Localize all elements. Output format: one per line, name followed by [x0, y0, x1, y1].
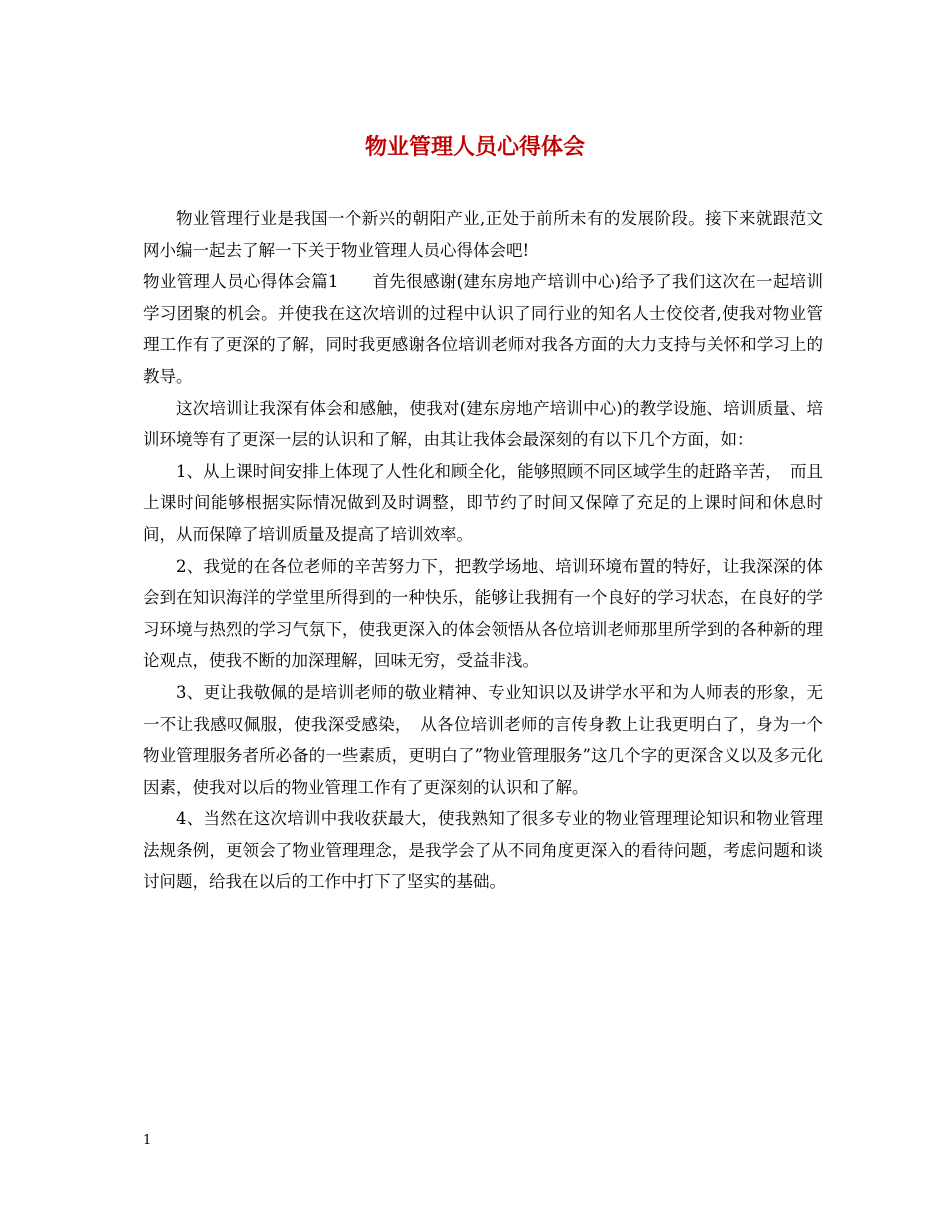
document-title: 物业管理人员心得体会: [364, 134, 585, 160]
document-body: [143, 203, 823, 898]
paragraph-point-2: 2、我觉的在各位老师的辛苦努力下，把教学场地、培训环境布置的特好，让我深深的体会到在知识海洋的学堂里所得到的一种快乐，能够让我拥有一个良好的学习状态，在良好的学习环境与热烈的学习气氛下，使我更深入的体会领悟从各位培训老师那里所学到的各种新的理论观点，使我不断的加深理解，回味无穷，受益非浅。: [143, 556, 823, 671]
paragraph-point-1: 1、从上课时间安排上体现了人性化和顾全化，能够照顾不同区域学生的赶路辛苦， 而且上课时间能够根据实际情况做到及时调整，即节约了时间又保障了充足的上课时间和休息时间，从而保障了培训质量及提高了培训效率。: [143, 461, 823, 544]
paragraph-section-1: 物业管理人员心得体会篇1 首先很感谢(建东房地产培训中心)给予了我们这次在一起培训学习团聚的机会。并使我在这次培训的过程中认识了同行业的知名人士佼佼者,使我对物业管理工作有了更深的了解，同时我更感谢各位培训老师对我各方面的大力支持与关怀和学习上的教导。: [143, 272, 823, 386]
paragraph-point-3: 3、更让我敬佩的是培训老师的敬业精神、专业知识以及讲学水平和为人师表的形象，无一不让我感叹佩服，使我深受感染， 从各位培训老师的言传身教上让我更明白了，身为一个物业管理服务者所必备的一些素质，更明白了”物业管理服务”这几个字的更深含义以及多元化因素，使我对以后的物业管理工作有了更深刻的认识和了解。: [143, 682, 823, 797]
page-number: 1: [143, 1133, 152, 1148]
paragraph-impressions: 这次培训让我深有体会和感触，使我对(建东房地产培训中心)的教学设施、培训质量、培训环境等有了更深一层的认识和了解，由其让我体会最深刻的有以下几个方面，如：: [143, 398, 823, 450]
paragraph-intro: 物业管理行业是我国一个新兴的朝阳产业,正处于前所未有的发展阶段。接下来就跟范文网小编一起去了解一下关于物业管理人员心得体会吧!: [143, 209, 823, 260]
paragraph-point-4: 4、当然在这次培训中我收获最大，使我熟知了很多专业的物业管理理论知识和物业管理法规条例，更领会了物业管理理念，是我学会了从不同角度更深入的看待问题，考虑问题和谈讨问题，给我在以后的工作中打下了坚实的基础。: [143, 809, 823, 892]
